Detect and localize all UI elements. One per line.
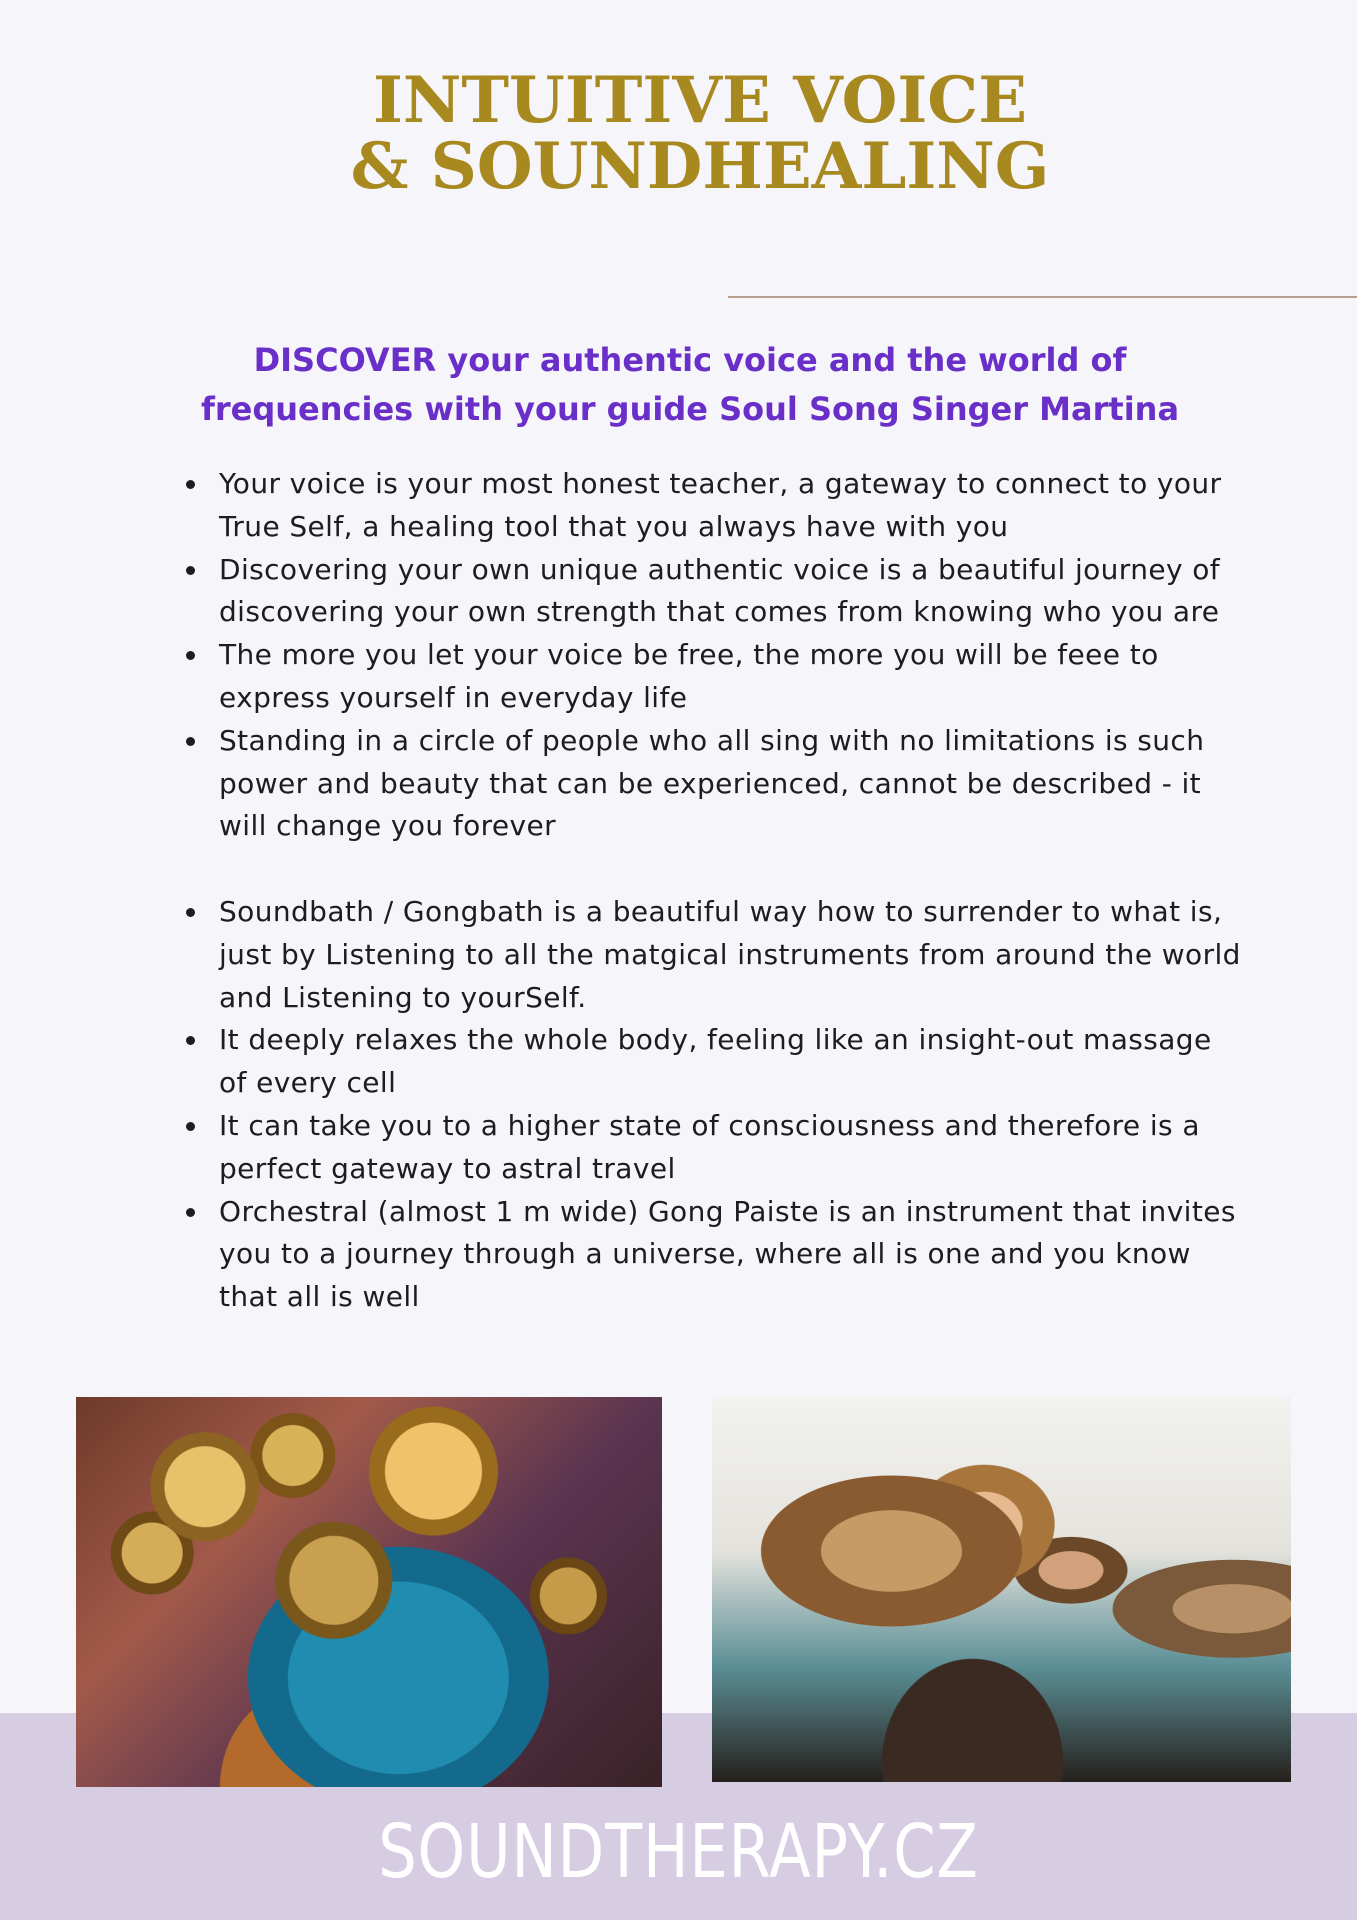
title-line-1: INTUITIVE VOICE <box>372 63 1028 138</box>
divider-line <box>728 296 1357 298</box>
list-item: Discovering your own unique authentic voice is a beautiful journey of discovering your own strength that comes from knowing who you are <box>186 549 1246 635</box>
list-item: Soundbath / Gongbath is a beautiful way how to surrender to what is, just by Listening to all the matgical instruments from around the world and Listening to yourSelf. <box>186 891 1246 1019</box>
list-item: The more you let your voice be free, the more you will be feee to express yourself in everyday life <box>186 634 1246 720</box>
list-item: It deeply relaxes the whole body, feeling like an insight-out massage of every cell <box>186 1019 1246 1105</box>
list-item: Orchestral (almost 1 m wide) Gong Paiste is an instrument that invites you to a journey through a universe, where all is one and you know that all is well <box>186 1191 1246 1319</box>
list-item: Your voice is your most honest teacher, a gateway to connect to your True Self, a healing tool that you always have with you <box>186 463 1246 549</box>
intro-line-2: frequencies with your guide Soul Song Singer Martina <box>200 390 1180 428</box>
singing-bowls-photo <box>76 1397 662 1787</box>
brand-wordmark: SOUNDTHERAPY.CZ <box>378 1809 979 1895</box>
list-item: It can take you to a higher state of consciousness and therefore is a perfect gateway to astral travel <box>186 1105 1246 1191</box>
benefits-list <box>186 463 1246 1319</box>
page-title <box>0 63 1357 204</box>
intro-line-1: DISCOVER your authentic voice and the world of <box>253 341 1127 379</box>
title-line-2: & SOUNDHEALING <box>350 129 1050 204</box>
group-singing-photo <box>712 1397 1291 1782</box>
list-item: Standing in a circle of people who all sing with no limitations is such power and beauty that can be experienced, cannot be described - it will change you forever <box>186 720 1246 848</box>
intro-heading <box>190 336 1190 434</box>
